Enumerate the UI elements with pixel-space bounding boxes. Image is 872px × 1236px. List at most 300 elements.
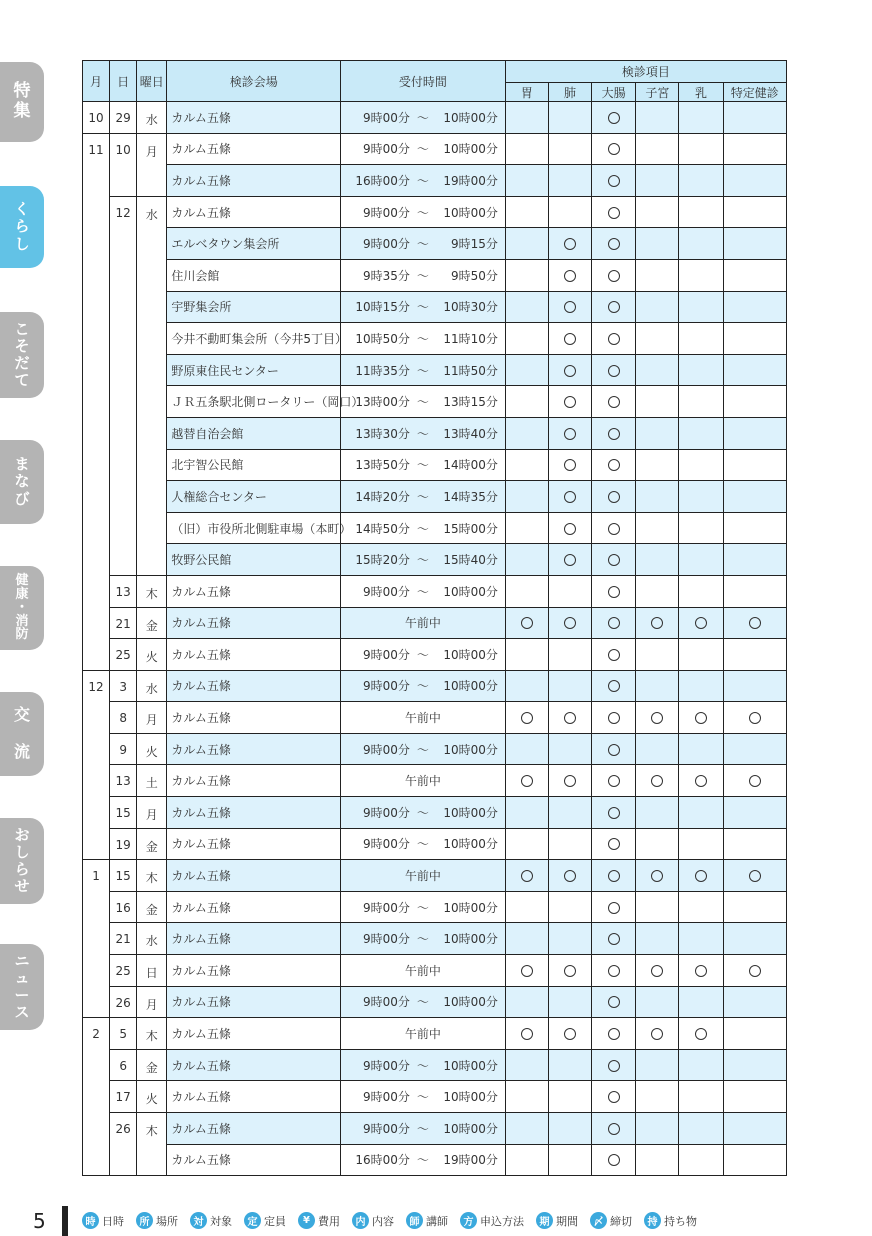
available-mark-icon [608, 301, 620, 313]
time-start: 14時50分 [355, 521, 410, 536]
reception-time-cell [341, 639, 506, 671]
reception-time-cell [341, 923, 506, 955]
legend-label: 講師 [426, 1214, 448, 1228]
item-stomach-cell [505, 165, 548, 197]
legend-item [136, 1212, 178, 1229]
time-separator: ～ [416, 521, 429, 536]
day-cell: 6 [110, 1049, 137, 1081]
legend-label: 費用 [318, 1214, 340, 1228]
item-uterus-cell [636, 323, 679, 355]
item-uterus-cell [636, 1144, 679, 1176]
reception-time-cell [341, 955, 506, 987]
header-item-specific-checkup: 特定健診 [723, 83, 786, 102]
item-colon-cell [592, 607, 636, 639]
item-breast-cell [679, 986, 723, 1018]
side-tab-label: ニ ュ ー ス [14, 951, 30, 1022]
reception-time-cell [341, 1049, 506, 1081]
venue-cell: カルム五條 [167, 828, 341, 860]
item-colon-cell [592, 1018, 636, 1050]
legend-item [406, 1212, 448, 1229]
item-uterus-cell [636, 196, 679, 228]
time-end: 10時00分 [443, 1090, 498, 1105]
day-cell: 16 [110, 891, 137, 923]
item-lung-cell [548, 259, 591, 291]
venue-cell: カルム五條 [167, 733, 341, 765]
month-cell: 11 [83, 133, 110, 670]
weekday-cell: 金 [137, 891, 167, 923]
reception-time-cell [341, 860, 506, 892]
table-row [83, 354, 787, 386]
legend-badge-icon: 持 [644, 1212, 661, 1229]
item-uterus-cell [636, 639, 679, 671]
item-breast-cell [679, 323, 723, 355]
available-mark-icon [608, 933, 620, 945]
item-lung-cell [548, 986, 591, 1018]
legend-item [536, 1212, 578, 1229]
reception-time-cell [341, 354, 506, 386]
reception-time-cell [341, 544, 506, 576]
table-row [83, 417, 787, 449]
item-lung-cell [548, 1113, 591, 1145]
item-stomach-cell [505, 1081, 548, 1113]
time-end: 10時00分 [443, 647, 498, 662]
time-end: 13時15分 [443, 395, 498, 410]
item-uterus-cell [636, 512, 679, 544]
venue-cell: 人権総合センター [167, 481, 341, 513]
available-mark-icon [564, 617, 576, 629]
weekday-cell: 金 [137, 828, 167, 860]
item-lung-cell [548, 1144, 591, 1176]
available-mark-icon [564, 870, 576, 882]
reception-time-cell [341, 828, 506, 860]
time-separator: ～ [416, 1090, 429, 1105]
time-separator: ～ [416, 237, 429, 252]
item-breast-cell [679, 449, 723, 481]
item-breast-cell [679, 955, 723, 987]
legend-badge-icon: 定 [244, 1212, 261, 1229]
reception-time-cell [341, 670, 506, 702]
item-lung-cell [548, 702, 591, 734]
table-row [83, 797, 787, 829]
item-breast-cell [679, 1144, 723, 1176]
item-colon-cell [592, 828, 636, 860]
item-stomach-cell [505, 860, 548, 892]
item-breast-cell [679, 1081, 723, 1113]
item-lung-cell [548, 196, 591, 228]
item-stomach-cell [505, 481, 548, 513]
time-separator: ～ [416, 395, 429, 410]
time-separator: ～ [416, 995, 429, 1010]
time-note: 午前中 [404, 774, 441, 789]
reception-time-cell [341, 102, 506, 134]
available-mark-icon [651, 617, 663, 629]
legend-item [298, 1212, 340, 1229]
item-stomach-cell [505, 417, 548, 449]
weekday-cell: 木 [137, 860, 167, 892]
available-mark-icon [608, 870, 620, 882]
item-lung-cell [548, 955, 591, 987]
side-tab-manabi[interactable] [0, 440, 44, 524]
time-end: 10時00分 [443, 142, 498, 157]
item-specific-checkup-cell [723, 354, 786, 386]
month-cell: 10 [83, 102, 110, 134]
item-stomach-cell [505, 386, 548, 418]
time-separator: ～ [416, 1058, 429, 1073]
weekday-cell: 水 [137, 196, 167, 575]
item-colon-cell [592, 291, 636, 323]
reception-time-cell [341, 575, 506, 607]
table-row [83, 196, 787, 228]
available-mark-icon [608, 838, 620, 850]
item-lung-cell [548, 1049, 591, 1081]
item-specific-checkup-cell [723, 1144, 786, 1176]
item-colon-cell [592, 639, 636, 671]
item-lung-cell [548, 891, 591, 923]
item-breast-cell [679, 1113, 723, 1145]
side-tab-kosodate[interactable] [0, 312, 44, 398]
side-tab-news[interactable] [0, 944, 44, 1030]
item-stomach-cell [505, 449, 548, 481]
time-end: 10時30分 [443, 300, 498, 315]
item-lung-cell [548, 607, 591, 639]
venue-cell: カルム五條 [167, 891, 341, 923]
time-end: 10時00分 [443, 205, 498, 220]
item-uterus-cell [636, 1018, 679, 1050]
legend-item [460, 1212, 524, 1229]
item-uterus-cell [636, 481, 679, 513]
day-cell: 21 [110, 607, 137, 639]
available-mark-icon [695, 617, 707, 629]
time-start: 14時20分 [355, 489, 410, 504]
item-colon-cell [592, 133, 636, 165]
weekday-cell: 水 [137, 670, 167, 702]
item-lung-cell [548, 449, 591, 481]
item-specific-checkup-cell [723, 733, 786, 765]
available-mark-icon [564, 428, 576, 440]
table-row [83, 1018, 787, 1050]
item-colon-cell [592, 1144, 636, 1176]
venue-cell: エルベタウン集会所 [167, 228, 341, 260]
venue-cell: カルム五條 [167, 955, 341, 987]
item-breast-cell [679, 575, 723, 607]
item-lung-cell [548, 923, 591, 955]
time-end: 10時00分 [443, 837, 498, 852]
item-specific-checkup-cell [723, 670, 786, 702]
day-cell: 9 [110, 733, 137, 765]
item-uterus-cell [636, 259, 679, 291]
item-stomach-cell [505, 828, 548, 860]
reception-time-cell [341, 1081, 506, 1113]
item-lung-cell [548, 386, 591, 418]
reception-time-cell [341, 765, 506, 797]
item-specific-checkup-cell [723, 481, 786, 513]
table-row [83, 575, 787, 607]
legend-label: 場所 [156, 1214, 178, 1228]
time-end: 19時00分 [443, 173, 498, 188]
item-breast-cell [679, 165, 723, 197]
available-mark-icon [608, 523, 620, 535]
time-end: 19時00分 [443, 1153, 498, 1168]
item-breast-cell [679, 544, 723, 576]
legend-label: 対象 [210, 1214, 232, 1228]
item-uterus-cell [636, 797, 679, 829]
available-mark-icon [608, 775, 620, 787]
time-note: 午前中 [404, 711, 441, 726]
venue-cell: カルム五條 [167, 1049, 341, 1081]
item-uterus-cell [636, 1049, 679, 1081]
available-mark-icon [608, 396, 620, 408]
venue-cell: カルム五條 [167, 797, 341, 829]
legend-badge-icon: 所 [136, 1212, 153, 1229]
item-uterus-cell [636, 607, 679, 639]
item-breast-cell [679, 481, 723, 513]
available-mark-icon [521, 870, 533, 882]
table-row [83, 891, 787, 923]
legend-label: 日時 [102, 1214, 124, 1228]
time-end: 10時00分 [443, 679, 498, 694]
item-stomach-cell [505, 259, 548, 291]
venue-cell: カルム五條 [167, 1113, 341, 1145]
item-lung-cell [548, 860, 591, 892]
time-start: 15時20分 [355, 553, 410, 568]
available-mark-icon [608, 1028, 620, 1040]
time-separator: ～ [416, 584, 429, 599]
venue-cell: カルム五條 [167, 196, 341, 228]
time-start: 9時00分 [362, 205, 410, 220]
item-breast-cell [679, 1018, 723, 1050]
table-row [83, 544, 787, 576]
time-start: 9時00分 [362, 932, 410, 947]
table-row [83, 860, 787, 892]
available-mark-icon [651, 1028, 663, 1040]
available-mark-icon [608, 207, 620, 219]
available-mark-icon [564, 775, 576, 787]
item-lung-cell [548, 1018, 591, 1050]
available-mark-icon [564, 523, 576, 535]
legend-label: 期間 [556, 1214, 578, 1228]
available-mark-icon [695, 712, 707, 724]
item-breast-cell [679, 196, 723, 228]
venue-cell: カルム五條 [167, 1144, 341, 1176]
item-specific-checkup-cell [723, 449, 786, 481]
table-row [83, 133, 787, 165]
item-colon-cell [592, 1081, 636, 1113]
item-uterus-cell [636, 860, 679, 892]
time-start: 9時00分 [362, 805, 410, 820]
time-separator: ～ [416, 110, 429, 125]
item-breast-cell [679, 512, 723, 544]
item-stomach-cell [505, 291, 548, 323]
day-cell: 8 [110, 702, 137, 734]
available-mark-icon [608, 459, 620, 471]
available-mark-icon [608, 238, 620, 250]
item-colon-cell [592, 481, 636, 513]
weekday-cell: 木 [137, 1113, 167, 1176]
time-separator: ～ [416, 458, 429, 473]
day-cell: 26 [110, 986, 137, 1018]
available-mark-icon [564, 1028, 576, 1040]
time-start: 9時00分 [362, 1058, 410, 1073]
table-row [83, 1113, 787, 1145]
item-uterus-cell [636, 1081, 679, 1113]
time-separator: ～ [416, 268, 429, 283]
item-lung-cell [548, 165, 591, 197]
item-specific-checkup-cell [723, 828, 786, 860]
item-breast-cell [679, 670, 723, 702]
item-stomach-cell [505, 765, 548, 797]
reception-time-cell [341, 733, 506, 765]
item-uterus-cell [636, 670, 679, 702]
item-breast-cell [679, 923, 723, 955]
available-mark-icon [608, 965, 620, 977]
venue-cell: カルム五條 [167, 607, 341, 639]
available-mark-icon [608, 996, 620, 1008]
item-breast-cell [679, 291, 723, 323]
legend-item [590, 1212, 632, 1229]
item-colon-cell [592, 891, 636, 923]
table-row [83, 259, 787, 291]
side-tab-kurashi[interactable] [0, 186, 44, 268]
header-screening-items: 検診項目 [505, 61, 786, 83]
item-specific-checkup-cell [723, 512, 786, 544]
item-stomach-cell [505, 133, 548, 165]
item-uterus-cell [636, 386, 679, 418]
reception-time-cell [341, 1018, 506, 1050]
reception-time-cell [341, 417, 506, 449]
item-lung-cell [548, 228, 591, 260]
side-tab-label: 健 康 ・ 消 防 [15, 572, 29, 643]
item-stomach-cell [505, 1049, 548, 1081]
item-colon-cell [592, 670, 636, 702]
venue-cell: 北宇智公民館 [167, 449, 341, 481]
item-breast-cell [679, 860, 723, 892]
table-row [83, 323, 787, 355]
time-end: 14時00分 [443, 458, 498, 473]
item-stomach-cell [505, 323, 548, 355]
weekday-cell: 水 [137, 102, 167, 134]
item-stomach-cell [505, 955, 548, 987]
time-end: 10時00分 [443, 584, 498, 599]
time-separator: ～ [416, 331, 429, 346]
side-tab-kenko-shobo[interactable] [0, 566, 44, 650]
item-uterus-cell [636, 417, 679, 449]
legend-item [82, 1212, 124, 1229]
item-uterus-cell [636, 133, 679, 165]
item-lung-cell [548, 575, 591, 607]
day-cell: 15 [110, 797, 137, 829]
venue-cell: カルム五條 [167, 639, 341, 671]
available-mark-icon [564, 333, 576, 345]
legend-item [244, 1212, 286, 1229]
item-stomach-cell [505, 228, 548, 260]
time-start: 9時00分 [362, 110, 410, 125]
item-uterus-cell [636, 923, 679, 955]
venue-cell: 宇野集会所 [167, 291, 341, 323]
available-mark-icon [695, 965, 707, 977]
item-breast-cell [679, 259, 723, 291]
item-breast-cell [679, 133, 723, 165]
legend-badge-icon: 期 [536, 1212, 553, 1229]
legend-item [352, 1212, 394, 1229]
item-specific-checkup-cell [723, 955, 786, 987]
venue-cell: ＪＲ五条駅北側ロータリー（岡口） [167, 386, 341, 418]
time-end: 15時00分 [443, 521, 498, 536]
item-lung-cell [548, 102, 591, 134]
item-uterus-cell [636, 449, 679, 481]
available-mark-icon [749, 870, 761, 882]
item-stomach-cell [505, 354, 548, 386]
item-lung-cell [548, 354, 591, 386]
item-uterus-cell [636, 733, 679, 765]
item-breast-cell [679, 702, 723, 734]
available-mark-icon [564, 491, 576, 503]
time-end: 11時10分 [443, 331, 498, 346]
table-row [83, 291, 787, 323]
available-mark-icon [608, 680, 620, 692]
item-uterus-cell [636, 354, 679, 386]
table-row [83, 386, 787, 418]
legend-badge-icon: 〆 [590, 1212, 607, 1229]
item-colon-cell [592, 228, 636, 260]
item-breast-cell [679, 733, 723, 765]
side-tab-koryu[interactable] [0, 692, 44, 776]
available-mark-icon [608, 428, 620, 440]
item-specific-checkup-cell [723, 575, 786, 607]
venue-cell: 越替自治会館 [167, 417, 341, 449]
venue-cell: 野原東住民センター [167, 354, 341, 386]
side-tab-tokushu[interactable] [0, 62, 44, 142]
venue-cell: カルム五條 [167, 765, 341, 797]
table-row [83, 828, 787, 860]
venue-cell: カルム五條 [167, 575, 341, 607]
item-specific-checkup-cell [723, 544, 786, 576]
item-breast-cell [679, 607, 723, 639]
item-stomach-cell [505, 797, 548, 829]
venue-cell: 今井不動町集会所（今井5丁目） [167, 323, 341, 355]
time-end: 9時15分 [450, 237, 498, 252]
item-specific-checkup-cell [723, 639, 786, 671]
item-colon-cell [592, 449, 636, 481]
time-end: 10時00分 [443, 932, 498, 947]
screening-schedule-table [82, 60, 787, 1176]
available-mark-icon [608, 143, 620, 155]
item-breast-cell [679, 828, 723, 860]
item-specific-checkup-cell [723, 291, 786, 323]
available-mark-icon [608, 807, 620, 819]
item-lung-cell [548, 323, 591, 355]
item-specific-checkup-cell [723, 133, 786, 165]
time-start: 16時00分 [355, 173, 410, 188]
available-mark-icon [564, 712, 576, 724]
time-note: 午前中 [404, 963, 441, 978]
item-specific-checkup-cell [723, 702, 786, 734]
venue-cell: （旧）市役所北側駐車場（本町） [167, 512, 341, 544]
weekday-cell: 月 [137, 797, 167, 829]
item-colon-cell [592, 165, 636, 197]
time-end: 10時00分 [443, 742, 498, 757]
item-lung-cell [548, 1081, 591, 1113]
item-uterus-cell [636, 765, 679, 797]
available-mark-icon [608, 1060, 620, 1072]
available-mark-icon [564, 965, 576, 977]
reception-time-cell [341, 986, 506, 1018]
day-cell: 25 [110, 639, 137, 671]
side-tab-oshirase[interactable] [0, 818, 44, 904]
day-cell: 13 [110, 575, 137, 607]
time-note: 午前中 [404, 1027, 441, 1042]
item-uterus-cell [636, 228, 679, 260]
table-row [83, 512, 787, 544]
